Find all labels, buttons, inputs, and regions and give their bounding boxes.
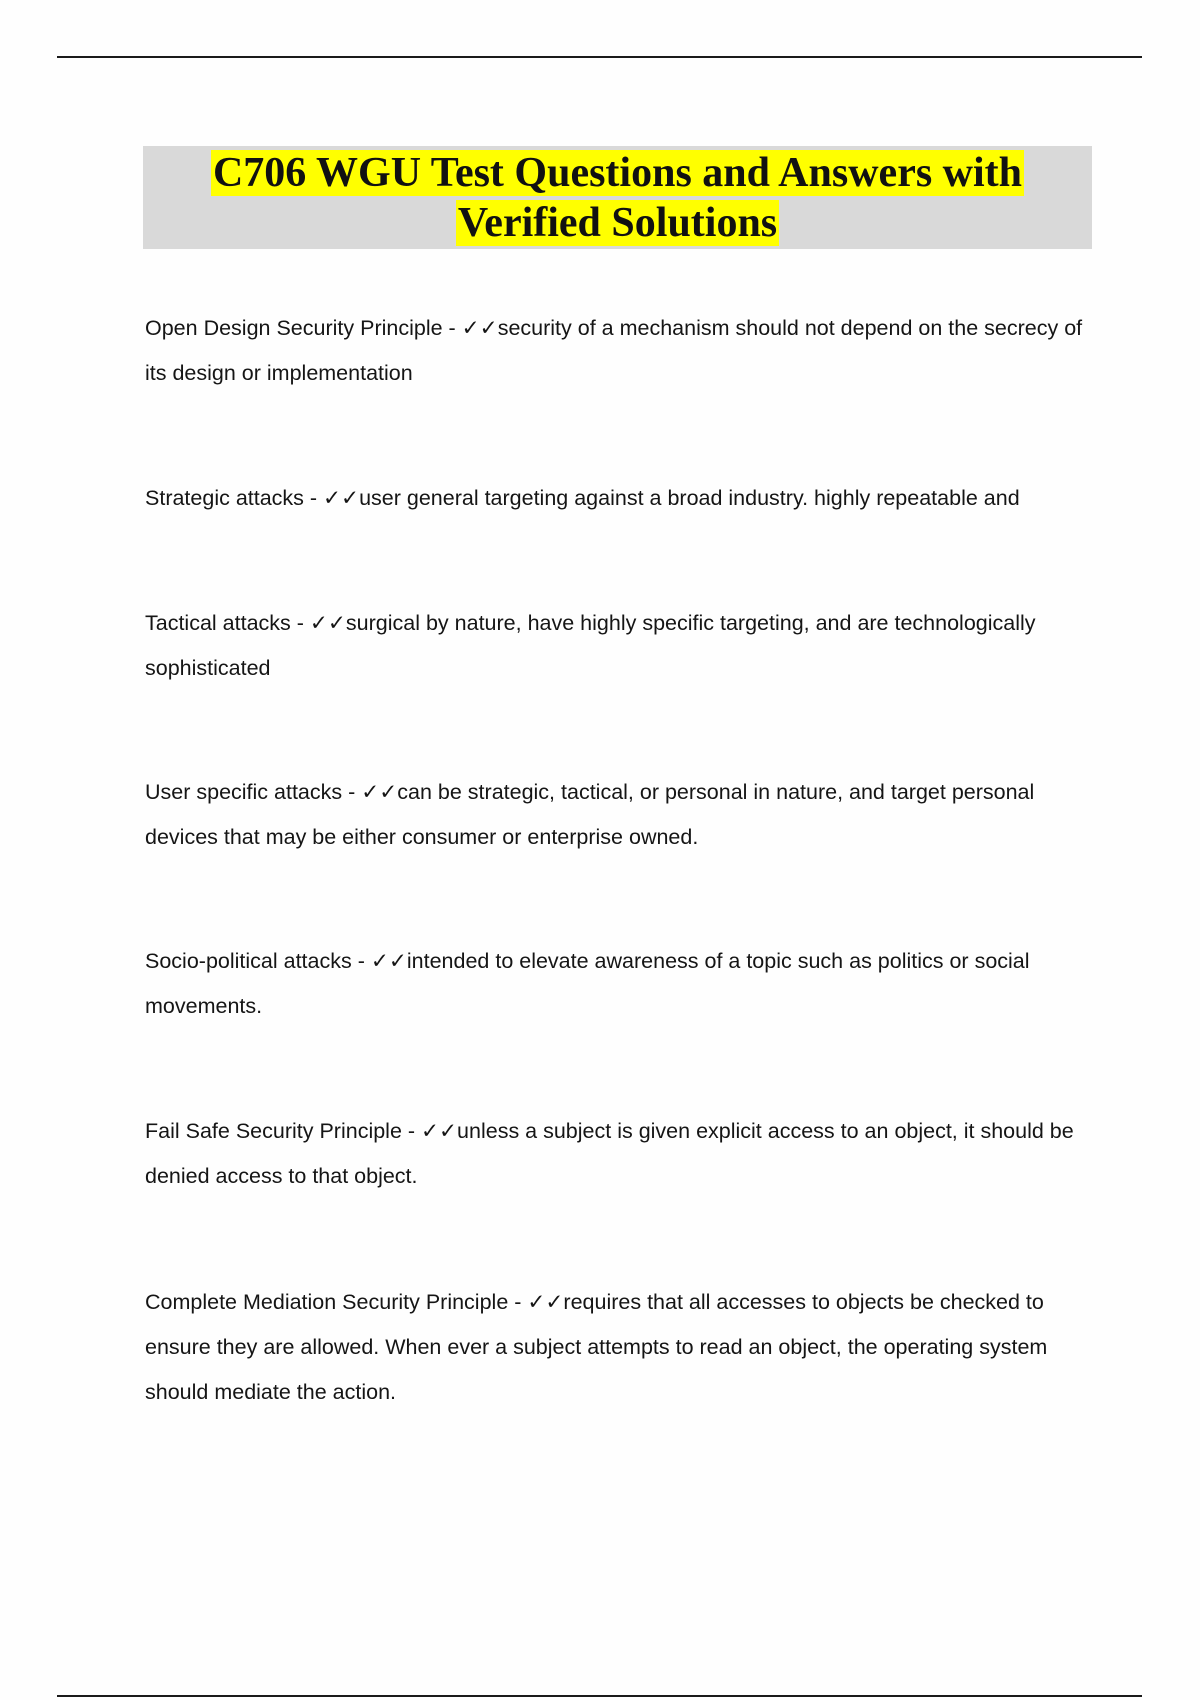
entry-term: Complete Mediation Security Principle - ✓✓ [145,1290,564,1314]
title-line-1: C706 WGU Test Questions and Answers with [212,150,1023,196]
entry-definition: unless a subject is given explicit access to an object, it should be denied access to that object. [145,1119,1074,1188]
entry-definition: requires that all accesses to objects be checked to ensure they are allowed. When ever a subject attempts to read an object, the operating system should mediate the action. [145,1290,1048,1404]
top-rule [57,56,1142,58]
entry-term: Socio-political attacks - ✓✓ [145,949,407,973]
qa-entry [145,1109,1095,1199]
entry-term: Open Design Security Principle - ✓✓ [145,316,498,340]
entry-term: Fail Safe Security Principle - ✓✓ [145,1119,458,1143]
title-line-2: Verified Solutions [457,200,778,246]
entry-definition: security of a mechanism should not depend on the secrecy of its design or implementation [145,316,1083,385]
entry-term: Strategic attacks - ✓✓ [145,486,360,510]
qa-entry [145,601,1095,691]
entry-term: Tactical attacks - ✓✓ [145,611,346,635]
entry-definition: can be strategic, tactical, or personal in nature, and target personal devices that may be either consumer or enterprise owned. [145,780,1035,849]
entry-definition: intended to elevate awareness of a topic such as politics or social movements. [145,949,1030,1018]
qa-entry [145,939,1095,1029]
qa-entry [145,770,1095,860]
qa-entry [145,306,1095,396]
document-title [143,146,1092,249]
qa-entry [145,476,1095,521]
entry-definition: user general targeting against a broad industry. highly repeatable and [359,486,1020,510]
qa-entry [145,1280,1095,1415]
entry-term: User specific attacks - ✓✓ [145,780,398,804]
bottom-rule [57,1695,1142,1697]
entry-definition: surgical by nature, have highly specific targeting, and are technologically sophisticated [145,611,1036,680]
